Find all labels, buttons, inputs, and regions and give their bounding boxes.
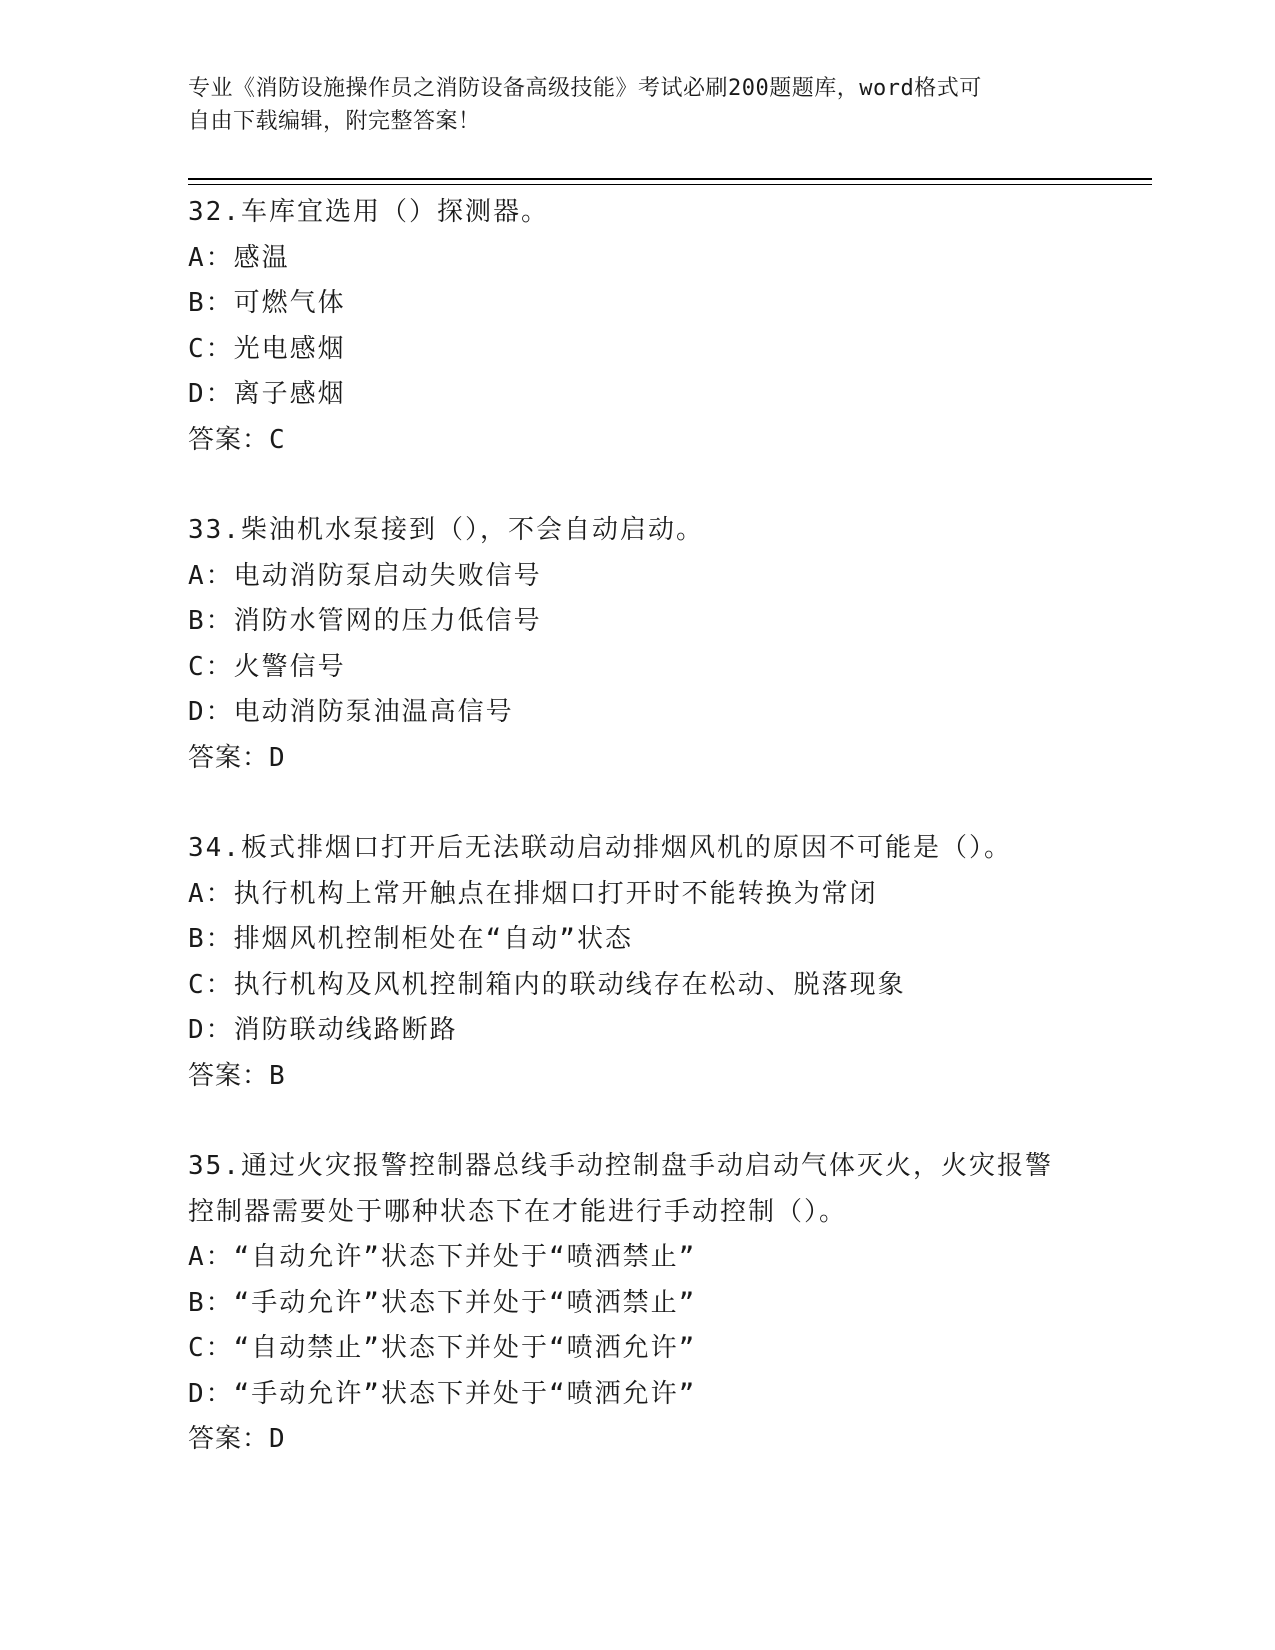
header-line-2: 自由下载编辑，附完整答案！	[188, 109, 481, 134]
header-divider-thin	[188, 184, 1152, 185]
answer-value: D	[269, 1424, 286, 1454]
answer-value: C	[269, 424, 286, 455]
option-letter: C：	[188, 651, 234, 682]
option-item	[188, 327, 1138, 373]
question-stem: 34.板式排烟口打开后无法联动启动排烟风机的原因不可能是（）。	[188, 833, 1012, 863]
answer-label: 答案：	[188, 1424, 270, 1454]
option-text: 可燃气体	[233, 288, 346, 318]
question-spacer	[188, 1099, 1138, 1144]
option-text: 执行机构及风机控制箱内的联动线存在松动、脱落现象	[233, 969, 906, 1000]
question-stem: 33.柴油机水泵接到（），不会自动启动。	[188, 515, 704, 545]
answer-value: D	[269, 742, 286, 773]
question-block	[188, 190, 1138, 463]
option-letter: A：	[188, 1242, 234, 1272]
document-header	[188, 72, 1088, 138]
answer-line	[188, 418, 1138, 464]
question-stem: 35.通过火灾报警控制器总线手动控制盘手动启动气体灭火，火灾报警	[188, 1151, 1053, 1181]
option-letter: D：	[188, 379, 234, 409]
question-spacer	[188, 781, 1138, 826]
option-text: “手动允许”状态下并处于“喷洒禁止”	[233, 1287, 697, 1318]
answer-label: 答案：	[188, 1060, 270, 1091]
option-text: 感温	[233, 242, 290, 273]
question-block	[188, 1144, 1138, 1463]
option-text: “手动允许”状态下并处于“喷洒允许”	[233, 1378, 697, 1409]
question-stem: 控制器需要处于哪种状态下在才能进行手动控制（）。	[188, 1196, 848, 1227]
option-item	[188, 554, 1138, 600]
answer-line	[188, 736, 1138, 782]
option-letter: A：	[188, 560, 234, 591]
question-stem: 32.车库宜选用（）探测器。	[188, 197, 549, 227]
option-item	[188, 963, 1138, 1009]
option-letter: D：	[188, 697, 234, 727]
option-item	[188, 1235, 1138, 1281]
option-text: 消防联动线路断路	[233, 1015, 458, 1045]
answer-value: B	[269, 1060, 286, 1091]
option-item	[188, 645, 1138, 691]
question-block	[188, 508, 1138, 781]
option-text: 电动消防泵启动失败信号	[233, 560, 542, 591]
header-line-1: 专业《消防设施操作员之消防设备高级技能》考试必刷200题题库，word格式可	[188, 76, 982, 101]
option-letter: B：	[188, 288, 234, 318]
option-item	[188, 1372, 1138, 1418]
option-item	[188, 236, 1138, 282]
option-item	[188, 917, 1138, 963]
answer-label: 答案：	[188, 424, 270, 455]
option-letter: B：	[188, 924, 234, 954]
option-item	[188, 872, 1138, 918]
option-letter: D：	[188, 1015, 234, 1045]
option-text: 火警信号	[233, 651, 346, 682]
option-item	[188, 599, 1138, 645]
option-letter: B：	[188, 606, 234, 636]
option-item	[188, 1008, 1138, 1054]
option-item	[188, 372, 1138, 418]
option-letter: C：	[188, 1333, 234, 1363]
option-item	[188, 1281, 1138, 1327]
option-letter: D：	[188, 1378, 234, 1409]
option-text: 执行机构上常开触点在排烟口打开时不能转换为常闭	[233, 878, 878, 909]
option-item	[188, 690, 1138, 736]
question-list	[188, 190, 1138, 1463]
option-text: 排烟风机控制柜处在“自动”状态	[233, 924, 633, 954]
answer-line	[188, 1054, 1138, 1100]
option-text: 光电感烟	[233, 333, 346, 364]
option-letter: A：	[188, 878, 234, 909]
option-text: 消防水管网的压力低信号	[233, 606, 542, 636]
option-text: “自动禁止”状态下并处于“喷洒允许”	[233, 1333, 697, 1363]
option-letter: B：	[188, 1287, 234, 1318]
answer-label: 答案：	[188, 742, 270, 773]
question-spacer	[188, 463, 1138, 508]
header-divider-thick	[188, 178, 1152, 180]
option-item	[188, 1326, 1138, 1372]
answer-line	[188, 1417, 1138, 1463]
option-item	[188, 281, 1138, 327]
option-text: 电动消防泵油温高信号	[233, 697, 514, 727]
option-text: “自动允许”状态下并处于“喷洒禁止”	[233, 1242, 697, 1272]
option-letter: C：	[188, 969, 234, 1000]
option-text: 离子感烟	[233, 379, 346, 409]
option-letter: A：	[188, 242, 234, 273]
option-letter: C：	[188, 333, 234, 364]
question-block	[188, 826, 1138, 1099]
